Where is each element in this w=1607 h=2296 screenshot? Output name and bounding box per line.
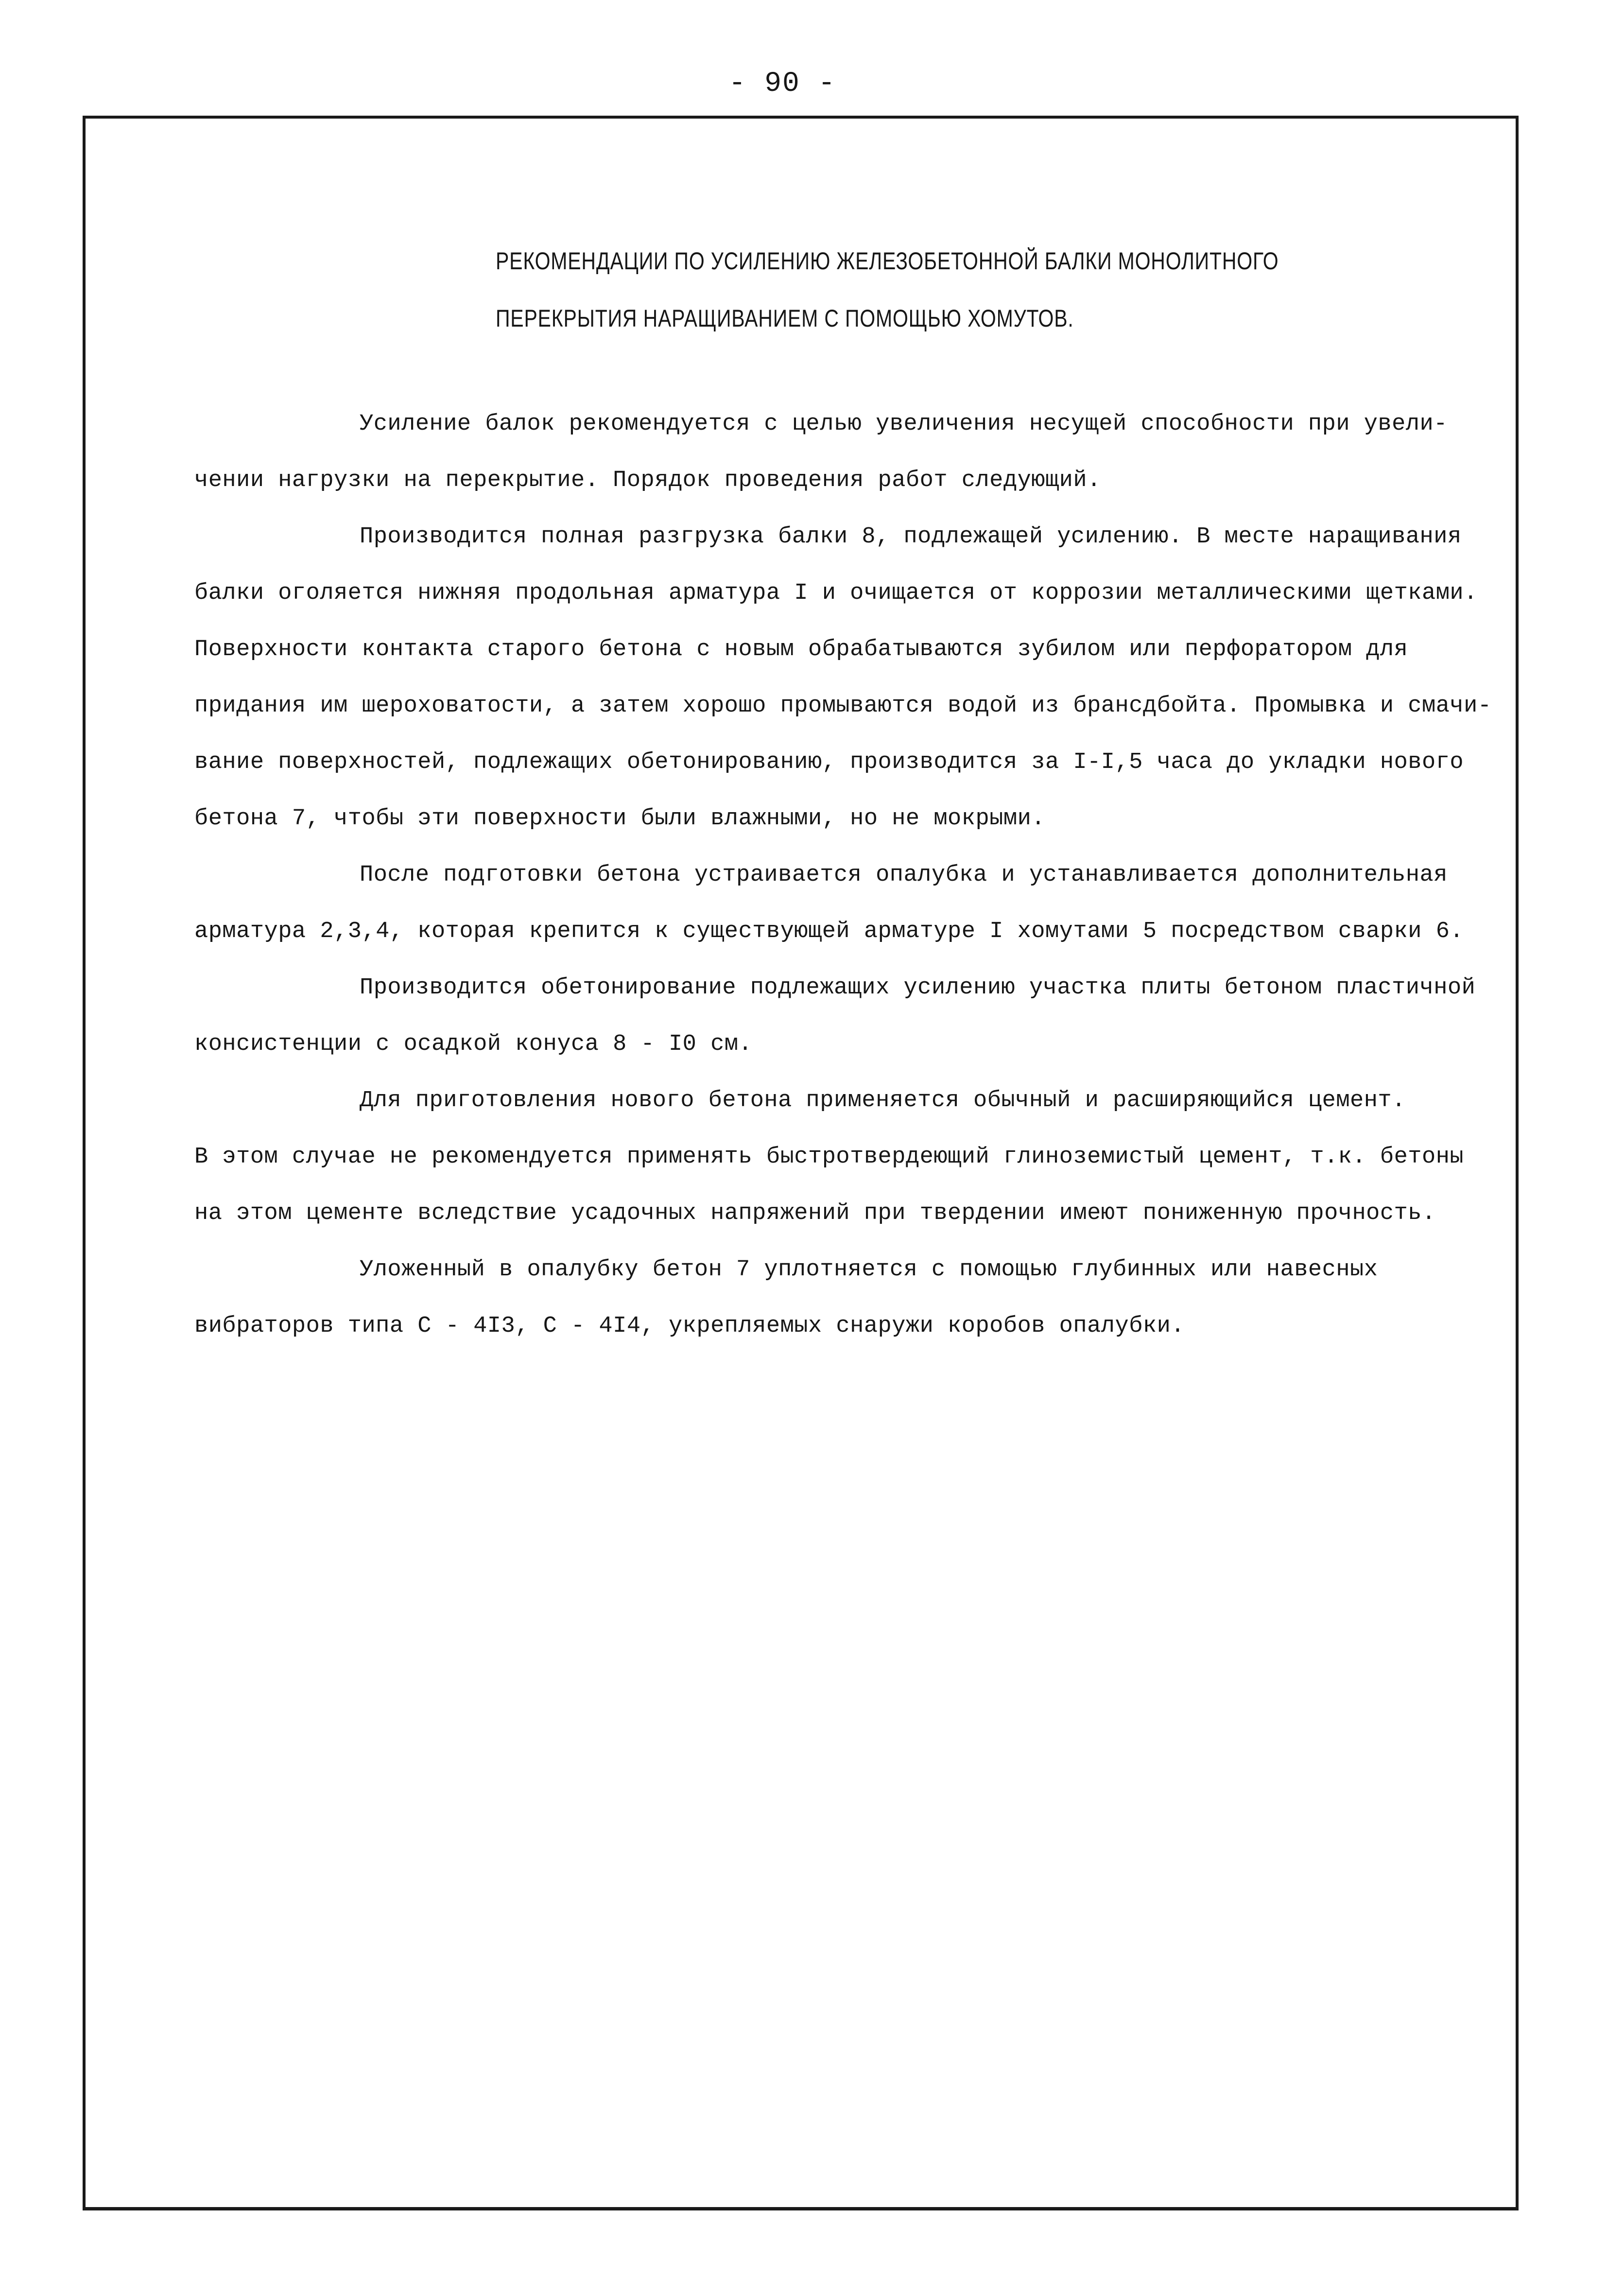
text-line: Усиление балок рекомендуется с целью увеличения несущей способности при увели- (360, 411, 1448, 437)
text-line: Для приготовления нового бетона применяется обычный и расширяющийся цемент. (360, 1088, 1406, 1113)
text-line: Производится полная разгрузка балки 8, подлежащей усилению. В месте наращивания (360, 524, 1462, 550)
text-line: Производится обетонирование подлежащих усилению участка плиты бетоном пластичной (360, 975, 1476, 1001)
text-line: Уложенный в опалубку бетон 7 уплотняется с помощью глубинных или навесных (360, 1257, 1378, 1283)
text-line: балки оголяется нижняя продольная арматура I и очищается от коррозии металлическими щетками. (194, 580, 1478, 606)
document-title (496, 232, 1279, 347)
text-line: арматура 2,3,4, которая крепится к существующей арматуре I хомутами 5 посредством сварки 6. (194, 919, 1464, 944)
title-line-1: РЕКОМЕНДАЦИИ ПО УСИЛЕНИЮ ЖЕЛЕЗОБЕТОННОЙ БАЛКИ МОНОЛИТНОГО (496, 247, 1279, 275)
text-line: консистенции с осадкой конуса 8 - I0 см. (194, 1031, 753, 1057)
text-line: бетона 7, чтобы эти поверхности были влажными, но не мокрыми. (194, 806, 1045, 832)
text-line: Поверхности контакта старого бетона с новым обрабатываются зубилом или перфоратором для (194, 637, 1408, 662)
text-line: чении нагрузки на перекрытие. Порядок проведения работ следующий. (194, 468, 1101, 493)
page-number: - 90 - (728, 68, 836, 100)
text-line: на этом цементе вследствие усадочных напряжений при твердении имеют пониженную прочность. (194, 1200, 1436, 1226)
text-line: вание поверхностей, подлежащих обетонированию, производится за I-I,5 часа до укладки нового (194, 749, 1464, 775)
text-line: вибраторов типа С - 4I3, С - 4I4, укрепляемых снаружи коробов опалубки. (194, 1313, 1185, 1339)
text-line: придания им шероховатости, а затем хорошо промываются водой из брансдбойта. Промывка и смачи- (194, 693, 1492, 719)
text-line: В этом случае не рекомендуется применять быстротвердеющий глиноземистый цемент, т.к. бетоны (194, 1144, 1464, 1170)
text-line: После подготовки бетона устраивается опалубка и устанавливается дополнительная (360, 862, 1448, 888)
body-text (194, 396, 1492, 1355)
title-line-2: ПЕРЕКРЫТИЯ НАРАЩИВАНИЕМ С ПОМОЩЬЮ ХОМУТОВ. (496, 305, 1074, 332)
